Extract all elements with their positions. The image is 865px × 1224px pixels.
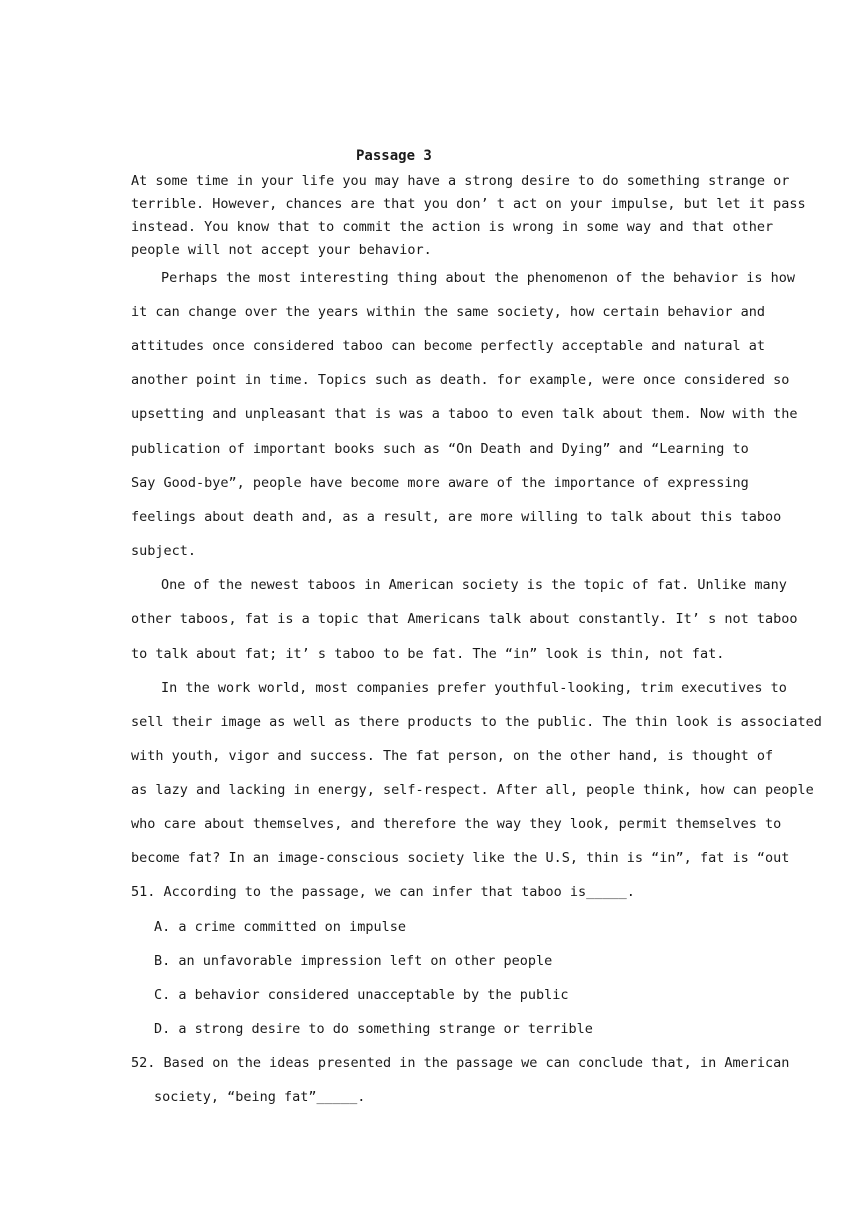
passage-title: Passage 3: [356, 148, 432, 164]
question-51-option-c: C. a behavior considered unacceptable by the public: [154, 987, 569, 1003]
paragraph-2-line-5: upsetting and unpleasant that is was a taboo to even talk about them. Now with the: [131, 406, 798, 422]
paragraph-4-line-1: In the work world, most companies prefer youthful-looking, trim executives to: [161, 680, 787, 696]
paragraph-3-line-1: One of the newest taboos in American society is the topic of fat. Unlike many: [161, 577, 787, 593]
question-51-option-a: A. a crime committed on impulse: [154, 919, 406, 935]
paragraph-2-line-6: publication of important books such as “On Death and Dying” and “Learning to: [131, 441, 749, 457]
paragraph-2-line-8: feelings about death and, as a result, are more willing to talk about this taboo: [131, 509, 782, 525]
paragraph-1-line-4: people will not accept your behavior.: [131, 242, 432, 258]
question-51-option-b: B. an unfavorable impression left on other people: [154, 953, 553, 969]
paragraph-4-line-6: become fat? In an image-conscious society like the U.S, thin is “in”, fat is “out: [131, 850, 790, 866]
question-51-option-d: D. a strong desire to do something strange or terrible: [154, 1021, 593, 1037]
paragraph-3-line-3: to talk about fat; it’ s taboo to be fat. The “in” look is thin, not fat.: [131, 646, 725, 662]
question-51-stem: 51. According to the passage, we can infer that taboo is_____.: [131, 884, 635, 900]
paragraph-4-line-5: who care about themselves, and therefore the way they look, permit themselves to: [131, 816, 782, 832]
paragraph-4-line-4: as lazy and lacking in energy, self-respect. After all, people think, how can people: [131, 782, 814, 798]
paragraph-4-line-2: sell their image as well as there products to the public. The thin look is associated: [131, 714, 822, 730]
question-52-stem-line-1: 52. Based on the ideas presented in the passage we can conclude that, in American: [131, 1055, 790, 1071]
question-52-stem-line-2: society, “being fat”_____.: [154, 1089, 366, 1105]
paragraph-2-line-9: subject.: [131, 543, 197, 559]
paragraph-1-line-2: terrible. However, chances are that you don’ t act on your impulse, but let it pass: [131, 196, 806, 212]
paragraph-1-line-3: instead. You know that to commit the action is wrong in some way and that other: [131, 219, 774, 235]
paragraph-1-line-1: At some time in your life you may have a strong desire to do something strange or: [131, 173, 790, 189]
paragraph-3-line-2: other taboos, fat is a topic that Americans talk about constantly. It’ s not taboo: [131, 611, 798, 627]
paragraph-4-line-3: with youth, vigor and success. The fat person, on the other hand, is thought of: [131, 748, 774, 764]
paragraph-2-line-7: Say Good-bye”, people have become more aware of the importance of expressing: [131, 475, 749, 491]
paragraph-2-line-3: attitudes once considered taboo can become perfectly acceptable and natural at: [131, 338, 765, 354]
paragraph-2-line-4: another point in time. Topics such as death. for example, were once considered so: [131, 372, 790, 388]
paragraph-2-line-1: Perhaps the most interesting thing about the phenomenon of the behavior is how: [161, 270, 795, 286]
paragraph-2-line-2: it can change over the years within the same society, how certain behavior and: [131, 304, 765, 320]
